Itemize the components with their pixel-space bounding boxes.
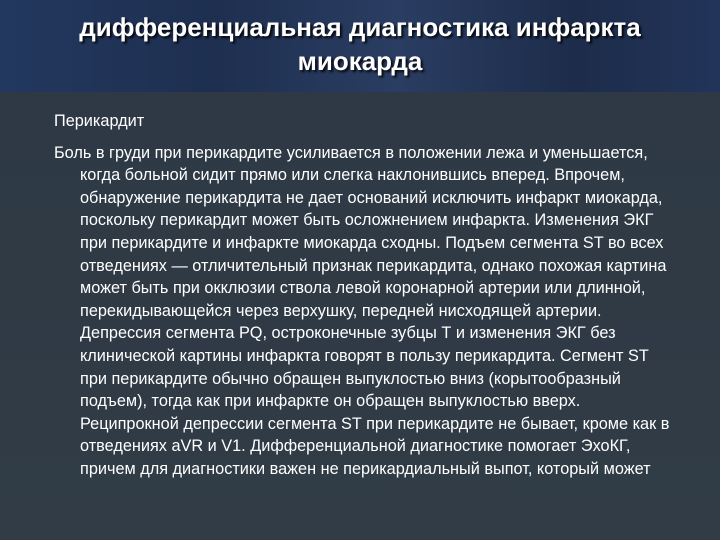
section-heading: Перикардит bbox=[54, 112, 145, 130]
body-paragraph: Боль в груди при перикардите усиливается в положении лежа и уменьшается, когда больной сидит прямо или слегка наклонившись вперед. Впрочем, обнаружение перикардита не дает оснований исключить инфаркт миокарда, поскольку перикардит может быть осложнением инфаркта. Изменения ЭКГ при перикардите и инфаркте миокарда сходны. Подъем сегмента ST во всех отведениях — отличительный признак перикардита, однако похожая картина может быть при окклюзии ствола левой коронарной артерии или длинной, перекидывающейся через верхушку, передней нисходящей артерии. Депрессия сегмента PQ, остроконечные зубцы Т и изменения ЭКГ без клинической картины инфаркта говорят в пользу перикардита. Сегмент ST при перикардите обычно обращен выпуклостью вниз (корытообразный подъем), тогда как при инфаркте он обращен выпуклостью вверх. Реципрокной депрессии сегмента ST при перикардите не бывает, кроме как в отведениях aVR и V1. Дифференциальной диагностике помогает ЭхоКГ, причем для диагностики важен не перикардиальный выпот, который может bbox=[54, 143, 670, 478]
slide-title: дифференциальная диагностика инфаркта миокарда bbox=[79, 12, 641, 76]
title-bar bbox=[0, 0, 720, 92]
slide-content bbox=[54, 110, 674, 481]
